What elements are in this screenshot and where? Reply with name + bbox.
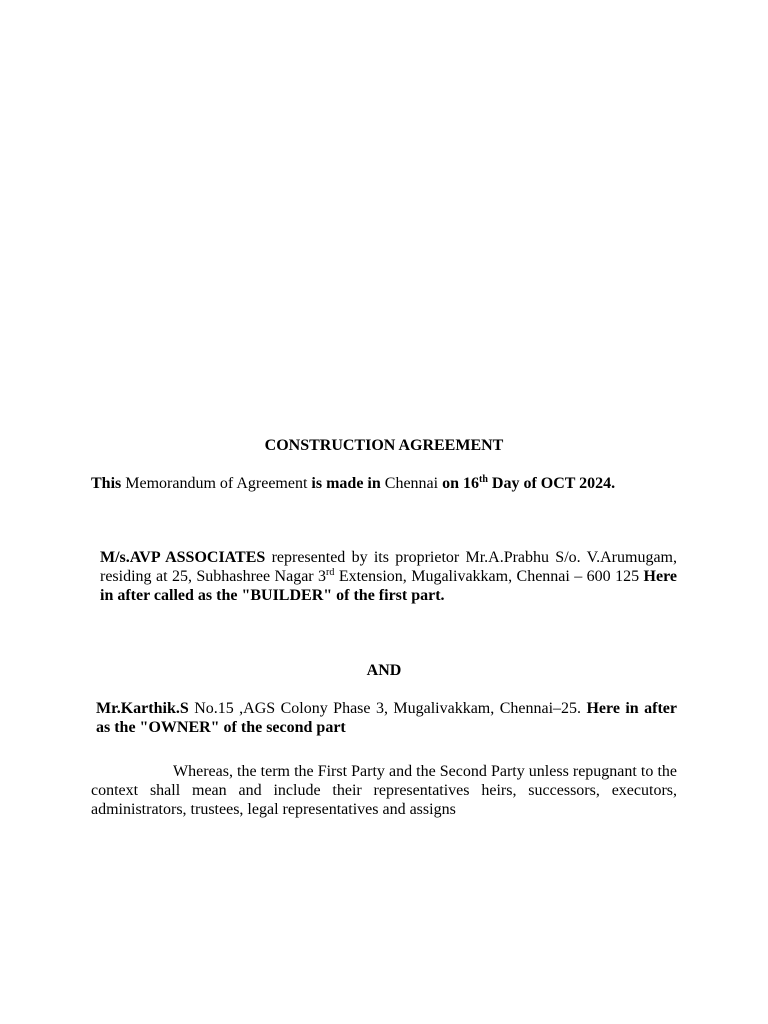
builder-details-b: Extension, Mugalivakkam, Chennai – 600 125 — [334, 568, 644, 585]
whereas-paragraph: Whereas, the term the First Party and the Second Party unless repugnant to the context shall mean and include their representatives heirs, successors, executors, administrators, trustees, legal representatives and assigns — [91, 763, 677, 818]
owner-called-text: Here in after as the "OWNER" of the second part — [96, 700, 677, 736]
owner-name: Mr.Karthik.S — [96, 700, 189, 717]
document-title: CONSTRUCTION AGREEMENT — [264, 437, 504, 454]
builder-called-text: Here in after called as the "BUILDER" of the first part. — [100, 568, 677, 604]
memo-text: Memorandum of Agreement — [121, 475, 312, 492]
this-word: This — [91, 475, 122, 492]
and-separator: AND — [366, 662, 402, 679]
day-of-text: Day of OCT 2024. — [487, 475, 616, 492]
owner-address: No.15 ,AGS Colony Phase 3, Mugalivakkam, Chennai–25. — [188, 700, 587, 717]
builder-name: M/s.AVP ASSOCIATES — [100, 549, 266, 566]
made-in-text: is made in — [311, 475, 381, 492]
date-ordinal-suffix: th — [479, 474, 488, 485]
owner-paragraph — [91, 699, 677, 737]
city-text: Chennai — [380, 475, 443, 492]
address-ordinal-suffix: rd — [326, 567, 335, 578]
on-date-text: on 16 — [442, 475, 479, 492]
builder-details-a: represented by its proprietor Mr.A.Prabhu S/o. V.Arumugam, residing at 25, Subhashree Nagar 3 — [100, 549, 678, 585]
builder-paragraph — [91, 548, 677, 605]
agreement-intro-paragraph — [91, 474, 677, 493]
